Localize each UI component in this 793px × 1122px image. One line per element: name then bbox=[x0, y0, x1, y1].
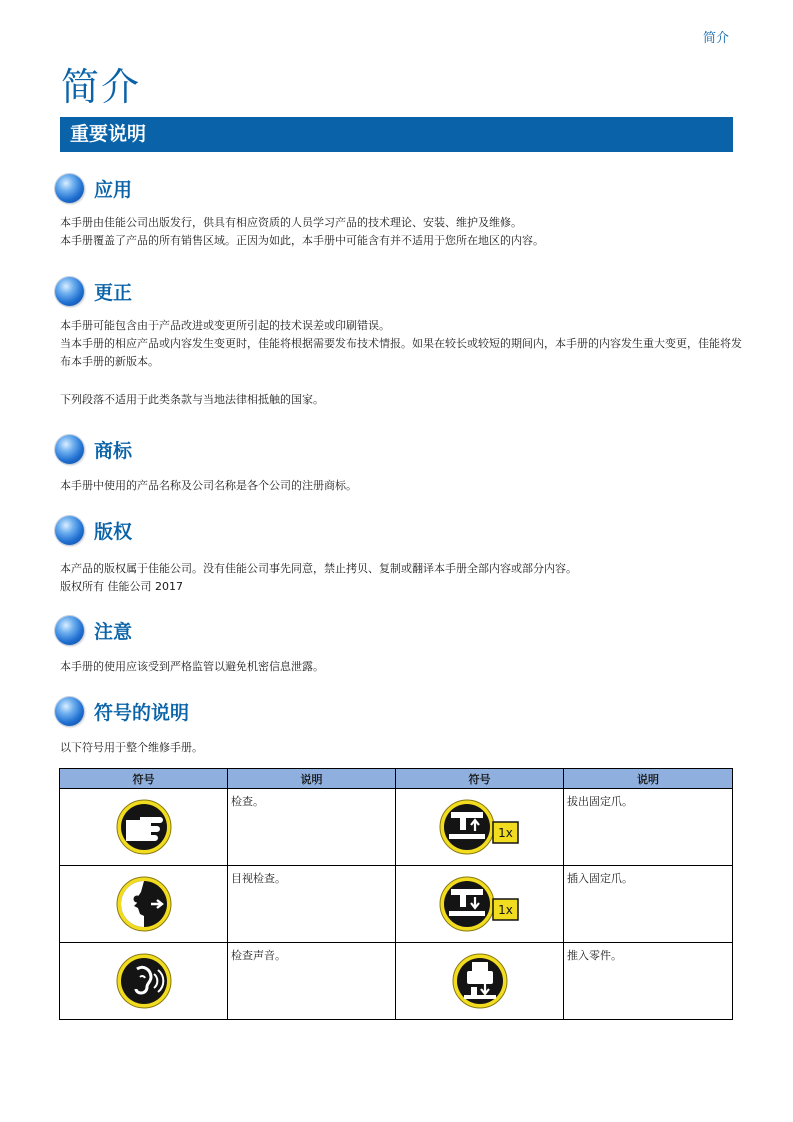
section-symbols bbox=[55, 694, 745, 757]
column-header: 符号 bbox=[396, 769, 564, 789]
section-bullet-icon bbox=[55, 697, 84, 726]
claw-badge: 1x bbox=[497, 826, 513, 840]
table-header-row bbox=[60, 769, 733, 789]
section-bullet-icon bbox=[55, 616, 84, 645]
paragraph: 本手册的使用应该受到严格监管以避免机密信息泄露。 bbox=[60, 660, 324, 673]
table-row bbox=[60, 943, 733, 1020]
section-title: 注意 bbox=[94, 620, 133, 643]
visual-check-icon bbox=[115, 875, 173, 933]
running-header: 简介 bbox=[702, 31, 729, 46]
symbol-table bbox=[59, 768, 733, 1020]
paragraph: 本手册由佳能公司出版发行，供具有相应资质的人员学习产品的技术理论、安装、维护及维修。 bbox=[60, 216, 522, 229]
table-row bbox=[60, 789, 733, 866]
section-bullet-icon bbox=[55, 277, 84, 306]
section-caution bbox=[55, 613, 745, 676]
paragraph: 当本手册的相应产品或内容发生变更时，佳能将根据需要发布技术情报。如果在较长或较短的期间内，本手册的内容发生重大变更，佳能将发布本手册的新版本。 bbox=[60, 337, 742, 368]
release-claw-icon bbox=[438, 798, 522, 856]
paragraph: 本手册可能包含由于产品改进或变更所引起的技术误差或印刷错误。 bbox=[60, 319, 390, 332]
symbol-description: 插入固定爪。 bbox=[564, 866, 733, 943]
section-bullet-icon bbox=[55, 174, 84, 203]
section-title: 符号的说明 bbox=[94, 701, 190, 724]
section-corrections bbox=[55, 274, 745, 409]
section-trademarks bbox=[55, 432, 745, 495]
symbol-description: 检查声音。 bbox=[228, 943, 396, 1020]
paragraph: 以下符号用于整个维修手册。 bbox=[60, 741, 203, 754]
section-banner: 重要说明 bbox=[60, 117, 733, 152]
section-application bbox=[55, 171, 745, 250]
symbol-description: 检查。 bbox=[228, 789, 396, 866]
section-bullet-icon bbox=[55, 516, 84, 545]
section-title: 应用 bbox=[94, 178, 133, 201]
paragraph: 下列段落不适用于此类条款与当地法律相抵触的国家。 bbox=[60, 393, 324, 406]
symbol-description: 目视检查。 bbox=[228, 866, 396, 943]
paragraph: 本手册中使用的产品名称及公司名称是各个公司的注册商标。 bbox=[60, 479, 357, 492]
page-title: 简介 bbox=[61, 65, 142, 109]
section-copyright bbox=[55, 513, 745, 596]
insert-claw-icon bbox=[438, 875, 522, 933]
copyright-line: 版权所有 佳能公司 2017 bbox=[60, 580, 183, 593]
column-header: 说明 bbox=[228, 769, 396, 789]
column-header: 说明 bbox=[564, 769, 733, 789]
push-part-icon bbox=[451, 952, 509, 1010]
listen-sound-icon bbox=[115, 952, 173, 1010]
symbol-description: 拔出固定爪。 bbox=[564, 789, 733, 866]
paragraph: 本手册覆盖了产品的所有销售区域。正因为如此，本手册中可能含有并不适用于您所在地区的内容。 bbox=[60, 234, 544, 247]
section-title: 更正 bbox=[94, 281, 133, 304]
claw-badge: 1x bbox=[497, 903, 513, 917]
table-row bbox=[60, 866, 733, 943]
section-title: 商标 bbox=[94, 439, 133, 462]
section-title: 版权 bbox=[94, 520, 133, 543]
column-header: 符号 bbox=[60, 769, 228, 789]
section-bullet-icon bbox=[55, 435, 84, 464]
pointing-hand-icon bbox=[115, 798, 173, 856]
symbol-description: 推入零件。 bbox=[564, 943, 733, 1020]
paragraph: 本产品的版权属于佳能公司。没有佳能公司事先同意，禁止拷贝、复制或翻译本手册全部内容或部分内容。 bbox=[60, 562, 577, 575]
